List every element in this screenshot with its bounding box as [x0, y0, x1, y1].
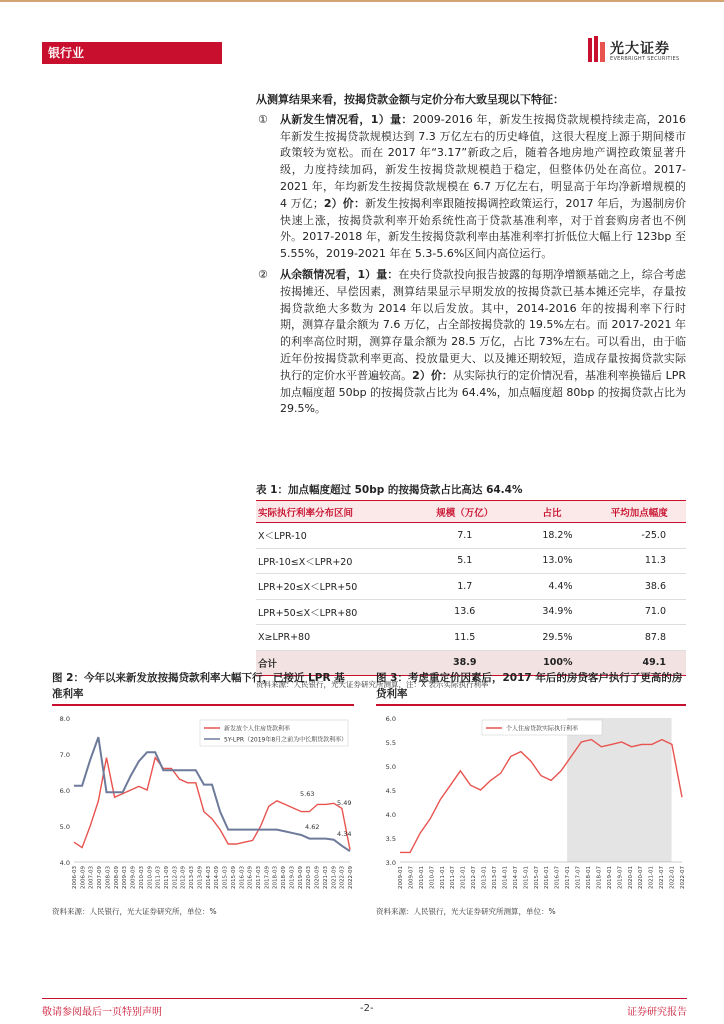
x-tick-label: 2014-09 [214, 866, 221, 889]
y-tick-label: 3.0 [385, 859, 396, 867]
x-tick-label: 2018-09 [281, 866, 288, 889]
cell-scale: 38.9 [418, 650, 511, 676]
cell-scale: 13.6 [418, 599, 511, 625]
finding-item-new-issuance [256, 112, 686, 263]
x-tick-label: 2021-07 [659, 866, 666, 889]
finding-item-balance [256, 267, 686, 418]
figure-2-title: 图 2：今年以来新发放按揭贷款利率大幅下行，已接近 LPR 基准利率 [52, 672, 345, 700]
cell-avg: -25.0 [593, 523, 686, 549]
x-tick-label: 2016-09 [247, 866, 254, 889]
x-tick-label: 2022-03 [339, 866, 346, 889]
x-tick-label: 2016-03 [239, 866, 246, 889]
x-tick-label: 2020-01 [627, 866, 634, 889]
x-tick-label: 2013-01 [481, 866, 488, 889]
x-tick-label: 2015-03 [222, 866, 229, 889]
data-label: 4.34 [337, 830, 352, 838]
x-tick-label: 2019-03 [289, 866, 296, 889]
item-heading: 从新发生情况看，1）量： [280, 112, 413, 126]
rate-distribution-table [256, 501, 686, 676]
x-tick-label: 2013-09 [197, 866, 204, 889]
x-tick-label: 2010-03 [138, 866, 145, 889]
x-tick-label: 2018-01 [586, 866, 592, 889]
x-tick-label: 2021-01 [648, 866, 655, 889]
y-tick-label: 5.0 [59, 823, 70, 831]
col-header-scale: 规模（万亿） [418, 501, 511, 523]
data-label: 5.49 [337, 799, 352, 807]
x-tick-label: 2009-01 [398, 866, 404, 889]
footer-rule [42, 998, 687, 999]
x-tick-label: 2008-03 [105, 866, 112, 889]
shaded-period [567, 718, 671, 862]
item-number: ① [258, 112, 268, 126]
x-tick-label: 2006-09 [80, 866, 87, 889]
data-label: 5.63 [300, 790, 315, 798]
cell-share: 34.9% [511, 599, 592, 625]
x-tick-label: 2022-07 [680, 866, 686, 889]
logo-name-cn: 光大证券 [610, 41, 670, 57]
cell-range: 合计 [256, 650, 418, 676]
table-1 [256, 482, 686, 690]
item-text: 从实际执行的定价情况看，基准利率换锚后 LPR 加点幅度超 50bp 的按揭贷款占比为 64.4%，加点幅度超 80bp 的按揭贷款占比为 29.5%。 [280, 368, 687, 416]
x-tick-label: 2012-09 [180, 866, 187, 889]
cell-scale: 7.1 [418, 523, 511, 549]
top-decor-line [0, 0, 724, 2]
x-tick-label: 2012-01 [460, 866, 467, 889]
y-tick-label: 6.0 [385, 715, 396, 723]
x-tick-label: 2007-09 [97, 866, 104, 889]
x-tick-label: 2011-01 [439, 866, 446, 889]
col-header-avg: 平均加点幅度 [593, 501, 686, 523]
cell-range: X＜LPR-10 [256, 523, 418, 549]
x-tick-label: 2012-07 [471, 866, 478, 889]
col-header-range: 实际执行利率分布区间 [256, 501, 418, 523]
y-tick-label: 4.5 [385, 787, 396, 795]
figure-3-source: 资料来源：人民银行，光大证券研究所测算，单位：% [376, 907, 556, 916]
y-tick-label: 4.0 [59, 859, 70, 867]
table-title: 表 1：加点幅度超过 50bp 的按揭贷款占比高达 64.4% [256, 482, 686, 501]
cell-range: LPR-10≤X＜LPR+20 [256, 548, 418, 574]
legend-label: 个人住房贷款实际执行利率 [506, 725, 579, 733]
x-tick-label: 2019-07 [617, 866, 624, 889]
y-tick-label: 5.5 [385, 739, 396, 747]
x-tick-label: 2016-01 [544, 866, 551, 889]
table-row [256, 625, 686, 651]
item-number: ② [258, 267, 268, 281]
x-tick-label: 2019-01 [606, 866, 613, 889]
table-row [256, 548, 686, 574]
figure-2-source: 资料来源：人民银行，光大证券研究所，单位：% [52, 907, 217, 916]
x-tick-label: 2018-03 [272, 866, 279, 889]
cell-scale: 1.7 [418, 574, 511, 600]
x-tick-label: 2009-09 [130, 866, 137, 889]
item-subheading: 2）价： [412, 368, 453, 382]
data-label: 4.62 [305, 823, 320, 831]
cell-avg: 71.0 [593, 599, 686, 625]
sector-tag: 银行业 [42, 42, 222, 64]
x-tick-label: 2017-09 [264, 866, 271, 889]
figure-3-chart [376, 708, 686, 904]
item-subheading: 2）价： [323, 196, 366, 210]
x-tick-label: 2015-09 [230, 866, 237, 889]
x-tick-label: 2006-03 [72, 866, 78, 889]
cell-avg: 87.8 [593, 625, 686, 651]
legend-label: 5Y-LPR（2019年8月之前为中长期贷款利率） [224, 736, 348, 744]
item-text: 2009-2016 年，新发生按揭贷款规模持续走高，2016 年新发生按揭贷款规模达到 7.3 万亿左右的历史峰值，这很大程度上源于期间楼市政策较为宽松。而在 2017 年“3.17”新政之后，随着各地房地产调控政策显著升级，力度持续加码，新发生按揭贷款规模趋于稳定，但整体仍处在高位。2017-2021 年，年均新发生按揭贷款规模在 6.7 万亿左右，明显高于年均净新增规模的 4 万亿； [280, 112, 686, 210]
x-tick-label: 2019-09 [297, 866, 304, 889]
x-tick-label: 2022-01 [669, 866, 676, 889]
cell-avg: 49.1 [593, 650, 686, 676]
brand-logo [588, 36, 688, 68]
x-tick-label: 2008-09 [113, 866, 120, 889]
x-tick-label: 2018-07 [596, 866, 603, 889]
x-tick-label: 2013-03 [189, 866, 196, 889]
item-text: 在央行贷款投向报告披露的每期净增额基础之上，综合考虑按揭摊还、早偿因素，测算结果显示早期发放的按揭贷款已基本摊还完毕，存量按揭贷款绝大多数为 2014 年以后发放。其中，2014-2016 年的按揭利率下行时期，测算存量余额为 7.6 万亿，占全部按揭贷款的 19.5%左右。而 2017-2021 年的利率高位时期，测算存量余额为 28.5 万亿，占比 73%左右。可以看出，由于临近年份按揭贷款利率更高、投放量更大、以及摊还期较短，造成存量按揭贷款实际执行的定价水平普遍较高。 [280, 267, 687, 382]
y-tick-label: 4.0 [385, 811, 396, 819]
y-tick-label: 8.0 [59, 715, 70, 723]
item-heading: 从余额情况看，1）量： [280, 267, 399, 281]
x-tick-label: 2022-09 [348, 866, 354, 889]
legend-label: 新发放个人住房贷款利率 [224, 725, 291, 733]
cell-avg: 11.3 [593, 548, 686, 574]
y-tick-label: 7.0 [59, 751, 70, 759]
table-source: 资料来源：人民银行，光大证券研究所测算，注：X 表示实际执行利率 [256, 680, 489, 689]
y-tick-label: 3.5 [385, 835, 396, 843]
x-tick-label: 2017-03 [256, 866, 262, 889]
cell-share: 29.5% [511, 625, 592, 651]
x-tick-label: 2007-03 [88, 866, 95, 889]
x-tick-label: 2010-01 [418, 866, 425, 889]
cell-share: 100% [511, 650, 592, 676]
table-row [256, 599, 686, 625]
x-tick-label: 2011-07 [450, 866, 457, 889]
x-tick-label: 2017-07 [575, 866, 582, 889]
x-tick-label: 2014-01 [502, 866, 509, 889]
figure-3-rule [376, 704, 686, 706]
cell-range: X≥LPR+80 [256, 625, 418, 651]
x-tick-label: 2020-09 [314, 866, 321, 889]
x-tick-label: 2014-03 [205, 866, 212, 889]
cell-avg: 38.6 [593, 574, 686, 600]
footer-report-type: 证券研究报告 [627, 1007, 687, 1018]
x-tick-label: 2021-03 [322, 866, 329, 889]
page-number: -2- [360, 1003, 374, 1014]
table-row [256, 574, 686, 600]
cell-scale: 11.5 [418, 625, 511, 651]
logo-name-en: EVERBRIGHT SECURITIES [610, 56, 680, 62]
x-tick-label: 2014-07 [512, 866, 519, 889]
x-tick-label: 2015-07 [533, 866, 540, 889]
x-tick-label: 2017-01 [565, 866, 572, 889]
cell-share: 13.0% [511, 548, 592, 574]
cell-share: 18.2% [511, 523, 592, 549]
logo-mark-icon [588, 36, 606, 62]
x-tick-label: 2009-07 [408, 866, 415, 889]
table-row [256, 523, 686, 549]
body-text [256, 92, 686, 422]
figure-2-chart [52, 708, 354, 904]
figure-3-title: 图 3：考虑重定价因素后，2017 年后的房贷客户执行了更高的房贷利率 [376, 672, 683, 700]
x-tick-label: 2016-07 [554, 866, 561, 889]
x-tick-label: 2013-07 [492, 866, 498, 889]
lead-paragraph: 从测算结果来看，按揭贷款金额与定价分布大致呈现以下特征： [256, 93, 564, 106]
x-tick-label: 2010-07 [429, 866, 436, 889]
figure-2-rule [52, 704, 354, 706]
footer-disclaimer-link[interactable]: 敬请参阅最后一页特别声明 [42, 1007, 162, 1018]
item-text: 新发生按揭利率跟随按揭调控政策运行，2017 年后，为遏制房价快速上涨，按揭贷款利率开始系统性高于贷款基准利率，对于首套购房者也不例外。2017-2018 年，新发生按揭贷款利率由基准利率打折低位大幅上行 123bp 至 5.55%，2019-2021 年在 5.3-5.6%区间内高位运行。 [280, 196, 686, 261]
col-header-share: 占比 [511, 501, 592, 523]
table-header-row [256, 501, 686, 523]
series-line [74, 758, 350, 850]
x-tick-label: 2011-09 [164, 866, 170, 889]
x-tick-label: 2020-07 [638, 866, 645, 889]
x-tick-label: 2021-09 [331, 866, 338, 889]
x-tick-label: 2020-03 [306, 866, 313, 889]
x-tick-label: 2015-01 [523, 866, 530, 889]
x-tick-label: 2011-03 [155, 866, 162, 889]
y-tick-label: 6.0 [59, 787, 70, 795]
cell-range: LPR+20≤X＜LPR+50 [256, 574, 418, 600]
cell-scale: 5.1 [418, 548, 511, 574]
cell-share: 4.4% [511, 574, 592, 600]
y-tick-label: 5.0 [385, 763, 396, 771]
x-tick-label: 2010-09 [147, 866, 154, 889]
cell-range: LPR+50≤X＜LPR+80 [256, 599, 418, 625]
x-tick-label: 2009-03 [122, 866, 129, 889]
x-tick-label: 2012-03 [172, 866, 179, 889]
